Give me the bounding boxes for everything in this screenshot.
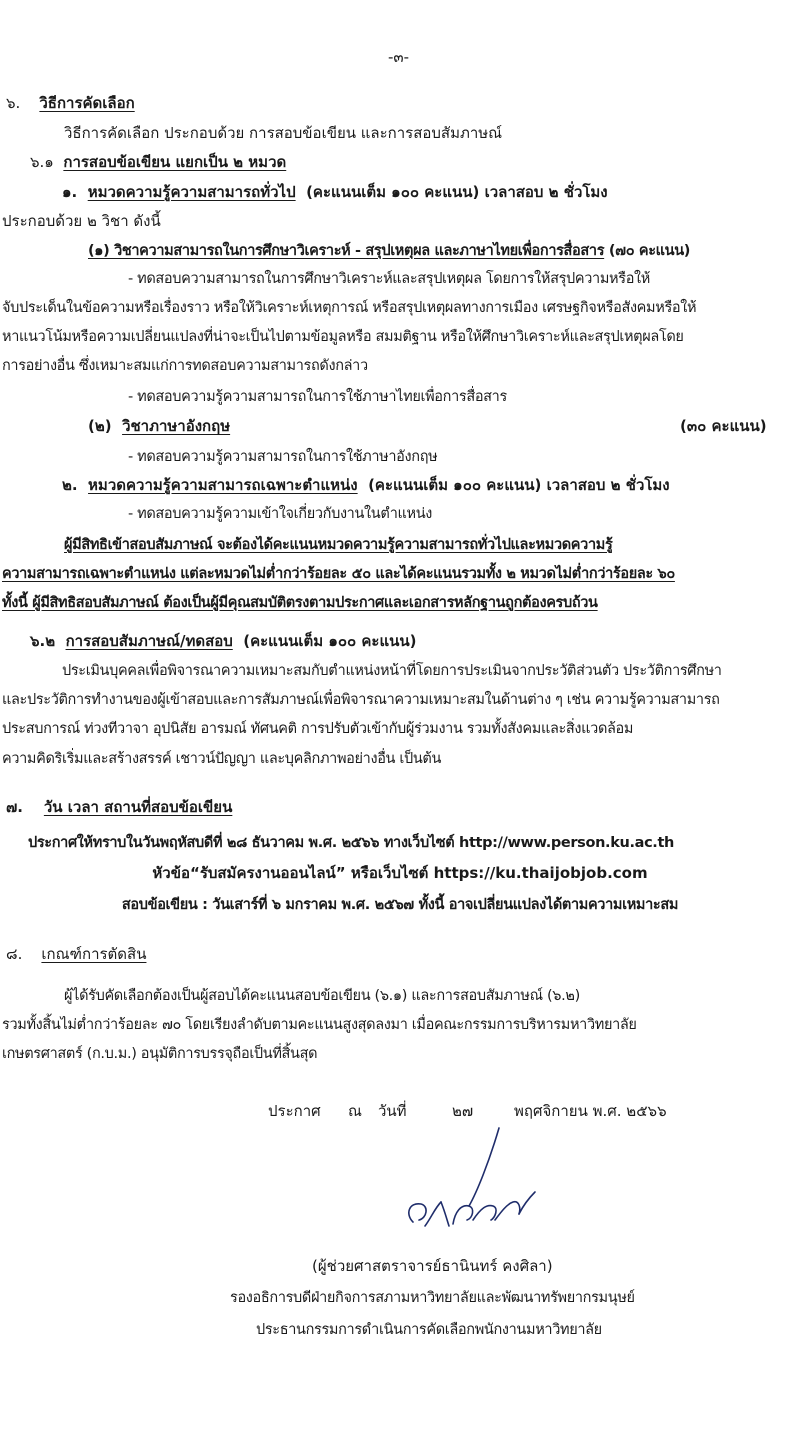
category1-line2: ประกอบด้วย ๒ วิชา ดังนี้ [2, 212, 161, 230]
subject1-heading [88, 240, 690, 262]
interview-criteria-line3: ทั้งนี้ ผู้มีสิทธิสอบสัมภาษณ์ ต้องเป็นผู้มีคุณสมบัติตรงตามประกาศและเอกสารหลักฐานถูกต้องครบถ้วน [2, 595, 598, 611]
section62-title: การสอบสัมภาษณ์/ทดสอบ [65, 632, 233, 650]
category1-title: หมวดความรู้ความสามารถทั่วไป [87, 183, 296, 201]
section62-detail-line4: ความคิดริเริ่มและสร้างสรรค์ เชาวน์ปัญญา และบุคลิกภาพอย่างอื่น เป็นต้น [2, 751, 442, 767]
section62-detail-line3: ประสบการณ์ ท่วงทีวาจา อุปนิสัย อารมณ์ ทัศนคติ การปรับตัวเข้ากับผู้ร่วมงาน รวมทั้งสังคมและสิ่งแวดล้อม [2, 721, 634, 737]
section62-number: ๖.๒ [30, 632, 56, 650]
subject2-detail-line1: - ทดสอบความรู้ความสามารถในการใช้ภาษาอังกฤษ [128, 449, 438, 465]
subject1-detail-line5: - ทดสอบความรู้ความสามารถในการใช้ภาษาไทยเพื่อการสื่อสาร [128, 389, 507, 405]
signature-image [395, 1122, 545, 1252]
signatory-title2: ประธานกรรมการดำเนินการคัดเลือกพนักงานมหาวิทยาลัย [256, 1322, 602, 1338]
announce-label: ประกาศ [268, 1102, 321, 1120]
section6-heading [6, 92, 135, 114]
section8-line3: เกษตรศาสตร์ (ก.บ.ม.) อนุมัติการบรรจุถือเป็นที่สิ้นสุด [2, 1046, 318, 1062]
section61-number: ๖.๑ [30, 153, 54, 171]
subject1-score: (๗๐ คะแนน) [608, 243, 691, 259]
category2-heading [62, 474, 670, 496]
subject1-title: (๑) วิชาความสามารถในการศึกษาวิเคราะห์ - สรุปเหตุผล และภาษาไทยเพื่อการสื่อสาร [88, 243, 605, 259]
section62-score: (คะแนนเต็ม ๑๐๐ คะแนน) [243, 632, 417, 650]
category2-number: ๒. [62, 476, 78, 494]
section6-intro: วิธีการคัดเลือก ประกอบด้วย การสอบข้อเขียน และการสอบสัมภาษณ์ [64, 124, 503, 142]
section6-title: วิธีการคัดเลือก [39, 94, 135, 112]
section62-detail-line2: และประวัติการทำงานของผู้เข้าสอบและการสัมภาษณ์เพื่อพิจารณาความเหมาะสมในด้านต่าง ๆ เช่น ความรู้ความสามารถ [2, 692, 720, 708]
category2-score-time: (คะแนนเต็ม ๑๐๐ คะแนน) เวลาสอบ ๒ ชั่วโมง [368, 476, 670, 494]
section62-heading [30, 630, 417, 652]
section7-heading [6, 796, 232, 818]
section8-heading [6, 943, 146, 965]
section7-line1: ประกาศให้ทราบในวันพฤหัสบดีที่ ๒๘ ธันวาคม พ.ศ. ๒๕๖๖ ทางเว็บไซต์ http://www.person.ku.ac.th [28, 835, 675, 851]
category2-title: หมวดความรู้ความสามารถเฉพาะตำแหน่ง [88, 476, 358, 494]
section7-title: วัน เวลา สถานที่สอบข้อเขียน [43, 798, 233, 816]
subject1-detail-line3: หาแนวโน้มหรือความเปลี่ยนแปลงที่น่าจะเป็นไปตามข้อมูลหรือ สมมติฐาน หรือให้ศึกษาวิเคราะห์และสรุปเหตุผลโดย [2, 329, 684, 345]
announce-month-year: พฤศจิกายน พ.ศ. ๒๕๖๖ [514, 1102, 667, 1120]
announce-day-label: วันที่ [378, 1102, 407, 1120]
section62-detail-line1: ประเมินบุคคลเพื่อพิจารณาความเหมาะสมกับตำแหน่งหน้าที่โดยการประเมินจากประวัติส่วนตัว ประวัติการศึกษา [62, 663, 722, 679]
section61-heading [30, 151, 286, 173]
subject2-score: (๓๐ คะแนน) [680, 417, 767, 435]
category1-heading [62, 181, 608, 203]
section7-line3: สอบข้อเขียน : วันเสาร์ที่ ๖ มกราคม พ.ศ. ๒๕๖๗ ทั้งนี้ อาจเปลี่ยนแปลงได้ตามความเหมาะสม [121, 897, 679, 913]
subject2-number: (๒) [88, 417, 112, 435]
section8-title: เกณฑ์การตัดสิน [41, 945, 147, 963]
signatory-name: (ผู้ช่วยศาสตราจารย์ธานินทร์ คงศิลา) [312, 1257, 553, 1275]
category1-number: ๑. [62, 183, 78, 201]
section8-line1: ผู้ได้รับคัดเลือกต้องเป็นผู้สอบได้คะแนนสอบข้อเขียน (๖.๑) และการสอบสัมภาษณ์ (๖.๒) [64, 988, 580, 1004]
section6-number: ๖. [6, 94, 21, 112]
section7-line2: หัวข้อ“รับสมัครงานออนไลน์” หรือเว็บไซต์ https://ku.thaijobjob.com [152, 864, 648, 882]
section61-title: การสอบข้อเขียน แยกเป็น ๒ หมวด [63, 153, 287, 171]
interview-criteria-line1: ผู้มีสิทธิเข้าสอบสัมภาษณ์ จะต้องได้คะแนนหมวดความรู้ความสามารถทั่วไปและหมวดความรู้ [64, 537, 613, 553]
category1-score-time: (คะแนนเต็ม ๑๐๐ คะแนน) เวลาสอบ ๒ ชั่วโมง [306, 183, 608, 201]
page-number: -๓- [388, 48, 410, 66]
subject1-detail-line2: จับประเด็นในข้อความหรือเรื่องราว หรือให้วิเคราะห์เหตุการณ์ หรือสรุปเหตุผลทางการเมือง เศรษฐกิจหรือสังคมหรือให้ [2, 300, 697, 316]
section7-number: ๗. [6, 798, 23, 816]
subject1-detail-line4: การอย่างอื่น ซึ่งเหมาะสมแก่การทดสอบความสามารถดังกล่าว [2, 358, 368, 374]
subject2-heading [88, 415, 230, 437]
subject2-title: วิชาภาษาอังกฤษ [122, 417, 231, 435]
signatory-title1: รองอธิการบดีฝ่ายกิจการสภามหาวิทยาลัยและพัฒนาทรัพยากรมนุษย์ [230, 1290, 635, 1306]
subject1-detail-line1: - ทดสอบความสามารถในการศึกษาวิเคราะห์และสรุปเหตุผล โดยการให้สรุปความหรือให้ [128, 271, 650, 287]
announce-day: ๒๗ [452, 1102, 474, 1120]
section8-line2: รวมทั้งสิ้นไม่ต่ำกว่าร้อยละ ๗๐ โดยเรียงลำดับตามคะแนนสูงสุดลงมา เมื่อคณะกรรมการบริหารมหาวิทยาลัย [2, 1017, 637, 1033]
category2-detail-line1: - ทดสอบความรู้ความเข้าใจเกี่ยวกับงานในตำแหน่ง [128, 506, 433, 522]
announce-at: ณ [348, 1102, 362, 1120]
interview-criteria-line2: ความสามารถเฉพาะตำแหน่ง แต่ละหมวดไม่ต่ำกว่าร้อยละ ๕๐ และได้คะแนนรวมทั้ง ๒ หมวดไม่ต่ำกว่าร้อยละ ๖๐ [2, 566, 675, 582]
section8-number: ๘. [6, 945, 23, 963]
